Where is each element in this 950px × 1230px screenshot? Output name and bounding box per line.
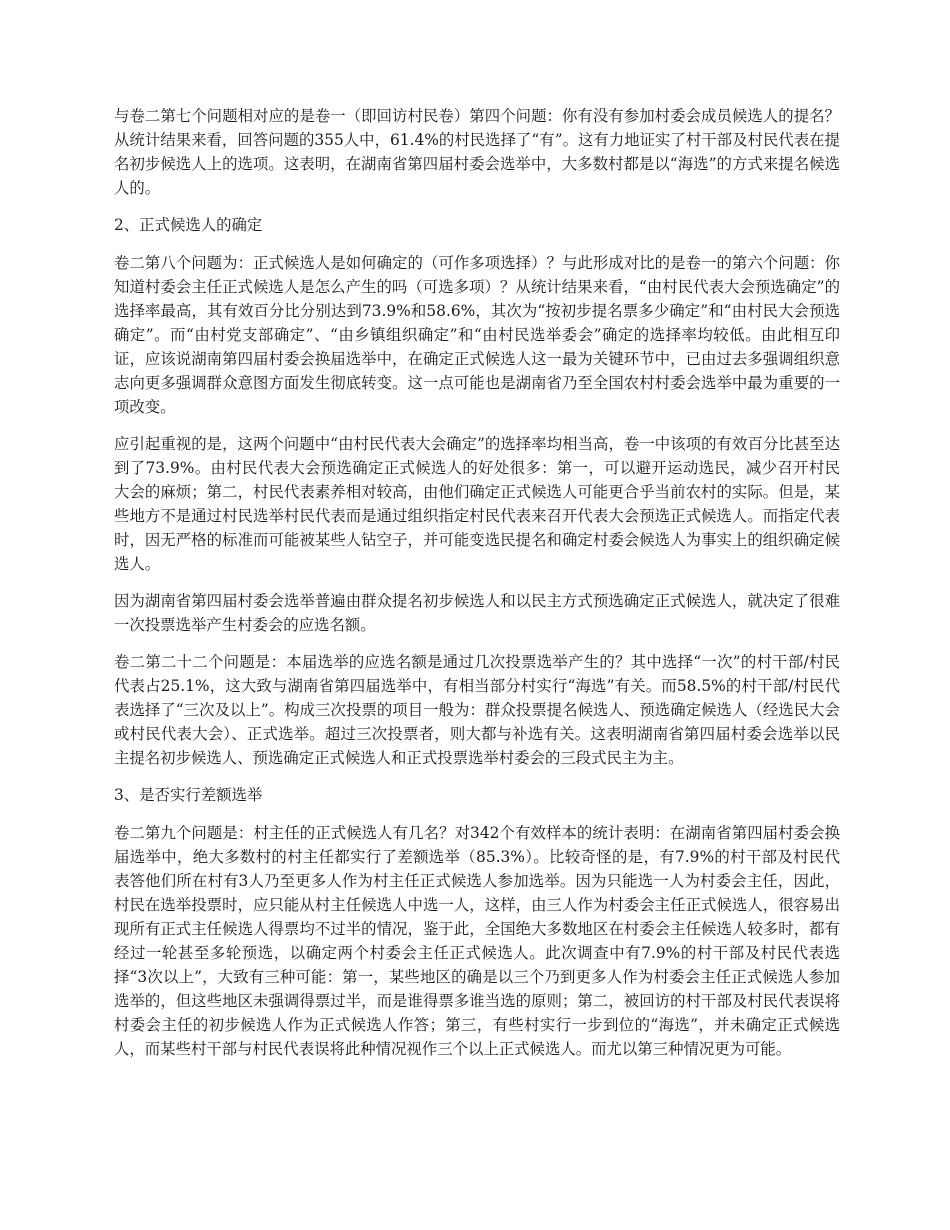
body-paragraph: 卷二第九个问题是：村主任的正式候选人有几名？对342个有效样本的统计表明：在湖南省第四届村委会换届选举中，绝大多数村的村主任都实行了差额选举（85.3%）。比较奇怪的是，有7.9%的村干部及村民代表答他们所在村有3人乃至更多人作为村主任正式候选人参加选举。因为只能选一人为村委会主任，因此，村民在选举投票时，应只能从村主任候选人中选一人，这样，由三人作为村委会主任正式候选人，很容易出现所有正式主任候选人得票均不过半的情况，鉴于此，全国绝大多数地区在村委会主任候选人较多时，都有经过一轮甚至多轮预选，以确定两个村委会主任正式候选人。此次调查中有7.9%的村干部及村民代表选择“3次以上”，大致有三种可能：第一，某些地区的确是以三个乃到更多人作为村委会主任正式候选人参加选举的，但这些地区未强调得票过半，而是谁得票多谁当选的原则；第二，被回访的村干部及村民代表误将村委会主任的初步候选人作为正式候选人作答；第三，有些村实行一步到位的“海选”，并未确定正式候选人，而某些村干部与村民代表误将此种情况视作三个以上正式候选人。而尤以第三种情况更为可能。 <box>114 824 840 1058</box>
body-paragraph: 应引起重视的是，这两个问题中“由村民代表大会确定”的选择率均相当高，卷一中该项的有效百分比甚至达到了73.9%。由村民代表大会预选确定正式候选人的好处很多：第一，可以避开运动选民，减少召开村民大会的麻烦；第二，村民代表素养相对较高，由他们确定正式候选人可能更合乎当前农村的实际。但是，某些地方不是通过村民选举村民代表而是通过组织指定村民代表来召开代表大会预选正式候选人。而指定代表时，因无严格的标准而可能被某些人钻空子，并可能变选民提名和确定村委会候选人为事实上的组织确定候选人。 <box>114 435 840 573</box>
document-page <box>114 104 840 1074</box>
body-paragraph: 卷二第二十二个问题是：本届选举的应选名额是通过几次投票选举产生的？其中选择“一次”的村干部/村民代表占25.1%，这大致与湖南省第四届选举中，有相当部分村实行“海选”有关。而58.5%的村干部/村民代表选择了“三次及以上”。构成三次投票的项目一般为：群众投票提名候选人、预选确定候选人（经选民大会或村民代表大会）、正式选举。超过三次投票者，则大都与补选有关。这表明湖南省第四届村委会选举以民主提名初步候选人、预选确定正式候选人和正式投票选举村委会的三段式民主为主。 <box>114 653 840 767</box>
section-heading: 2、正式候选人的确定 <box>114 216 263 234</box>
body-paragraph: 因为湖南省第四届村委会选举普遍由群众提名初步候选人和以民主方式预选确定正式候选人，就决定了很难一次投票选举产生村委会的应选名额。 <box>114 592 840 634</box>
body-paragraph: 与卷二第七个问题相对应的是卷一（即回访村民卷）第四个问题：你有没有参加村委会成员候选人的提名？从统计结果来看，回答问题的355人中，61.4%的村民选择了“有”。这有力地证实了村干部及村民代表在提名初步候选人上的选项。这表明，在湖南省第四届村委会选举中，大多数村都是以“海选”的方式来提名候选人的。 <box>114 107 840 197</box>
body-paragraph: 卷二第八个问题为：正式候选人是如何确定的（可作多项选择）？与此形成对比的是卷一的第六个问题：你知道村委会主任正式候选人是怎么产生的吗（可选多项）？从统计结果来看，“由村民代表大会预选确定”的选择率最高，其有效百分比分别达到73.9%和58.6%，其次为“按初步提名票多少确定”和“由村民大会预选确定”。而“由村党支部确定”、“由乡镇组织确定”和“由村民选举委会”确定的选择率均较低。由此相互印证，应该说湖南第四届村委会换届选举中，在确定正式候选人这一最为关键环节中，已由过去多强调组织意志向更多强调群众意图方面发生彻底转变。这一点可能也是湖南省乃至全国农村村委会选举中最为重要的一项改变。 <box>114 254 840 416</box>
section-heading: 3、是否实行差额选举 <box>114 786 263 804</box>
